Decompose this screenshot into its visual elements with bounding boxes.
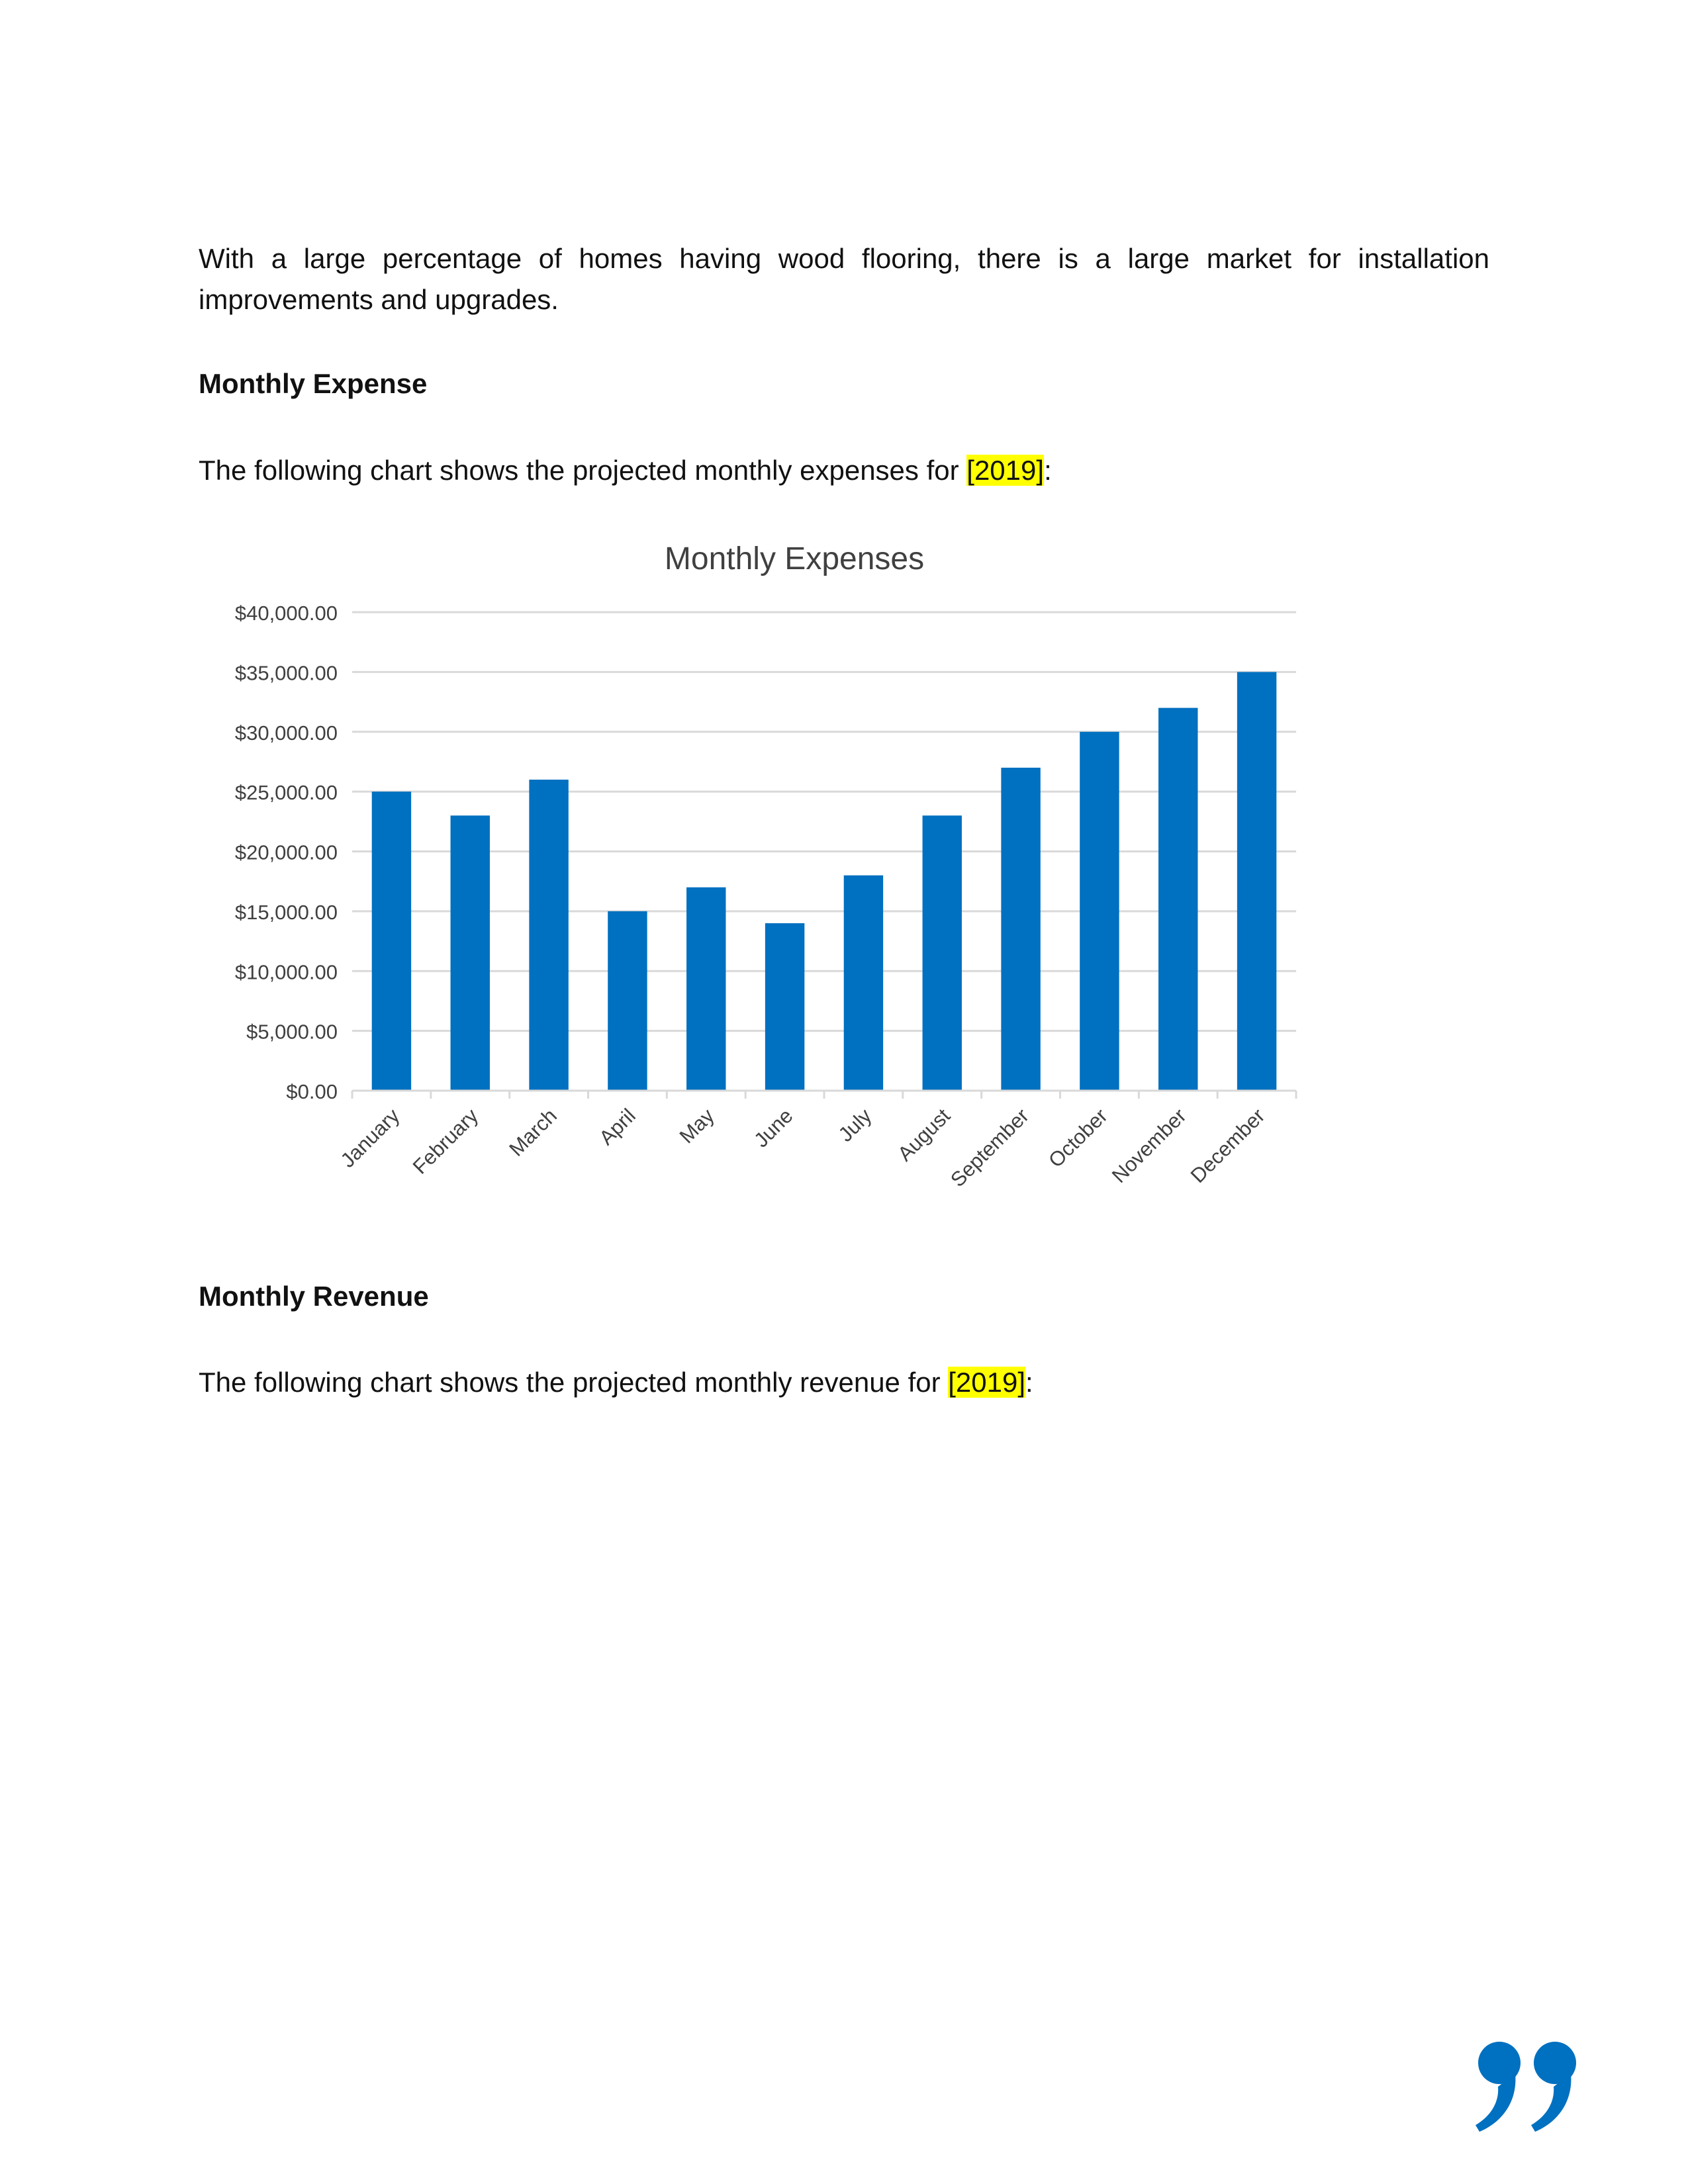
chart-svg [199,523,1410,1218]
y-tick-label: $10,000.00 [234,960,338,984]
x-tick-label: July [833,1104,876,1146]
y-tick-label: $0.00 [286,1080,338,1103]
year-placeholder-highlight: [2019] [948,1367,1026,1398]
chart-x-axis [352,1091,1296,1099]
y-tick-label: $35,000.00 [234,661,338,685]
chart-y-axis-labels [235,602,338,1103]
bar-march [529,780,568,1091]
expense-intro-text [199,450,1489,491]
x-tick-label: December [1186,1104,1270,1188]
quote-mark-icon [1473,2035,1585,2134]
monthly-expenses-chart [199,523,1410,1218]
x-tick-label: March [504,1104,562,1161]
monthly-revenue-heading: Monthly Revenue [199,1281,429,1312]
revenue-intro-text [199,1362,1489,1403]
y-tick-label: $15,000.00 [234,900,338,924]
bar-december [1237,672,1276,1091]
chart-title: Monthly Expenses [664,541,925,576]
y-tick-label: $20,000.00 [234,841,338,864]
x-tick-label: August [893,1104,955,1166]
revenue-intro-lead: The following chart shows the projected monthly revenue for [199,1367,949,1398]
bar-august [923,815,962,1091]
x-tick-label: May [675,1104,719,1148]
x-tick-label: November [1107,1104,1191,1188]
chart-gridlines [352,612,1296,1031]
expense-intro-colon: : [1044,455,1052,486]
y-tick-label: $40,000.00 [234,602,338,625]
y-tick-label: $25,000.00 [234,781,338,805]
chart-bars [372,672,1277,1091]
bar-january [372,792,411,1091]
bar-october [1080,732,1119,1091]
x-tick-label: February [408,1104,483,1179]
x-tick-label: June [749,1104,798,1152]
bar-september [1001,768,1040,1091]
y-tick-label: $30,000.00 [234,721,338,745]
bar-february [451,815,490,1091]
y-tick-label: $5,000.00 [246,1020,338,1044]
bar-july [844,876,883,1091]
bar-april [608,911,647,1091]
bar-november [1158,708,1197,1091]
bar-june [765,923,804,1091]
x-tick-label: April [594,1104,640,1150]
chart-x-axis-labels [336,1104,1270,1191]
expense-intro-lead: The following chart shows the projected monthly expenses for [199,455,967,486]
x-tick-label: January [336,1104,404,1172]
year-placeholder-highlight: [2019] [966,455,1045,486]
monthly-expense-heading: Monthly Expense [199,368,428,399]
revenue-intro-colon: : [1025,1367,1033,1398]
x-tick-label: October [1044,1104,1112,1172]
bar-may [686,887,726,1091]
intro-paragraph: With a large percentage of homes having wood flooring, there is a large market for installation improvements and upgrades. [199,243,1489,315]
x-tick-label: September [946,1104,1034,1192]
